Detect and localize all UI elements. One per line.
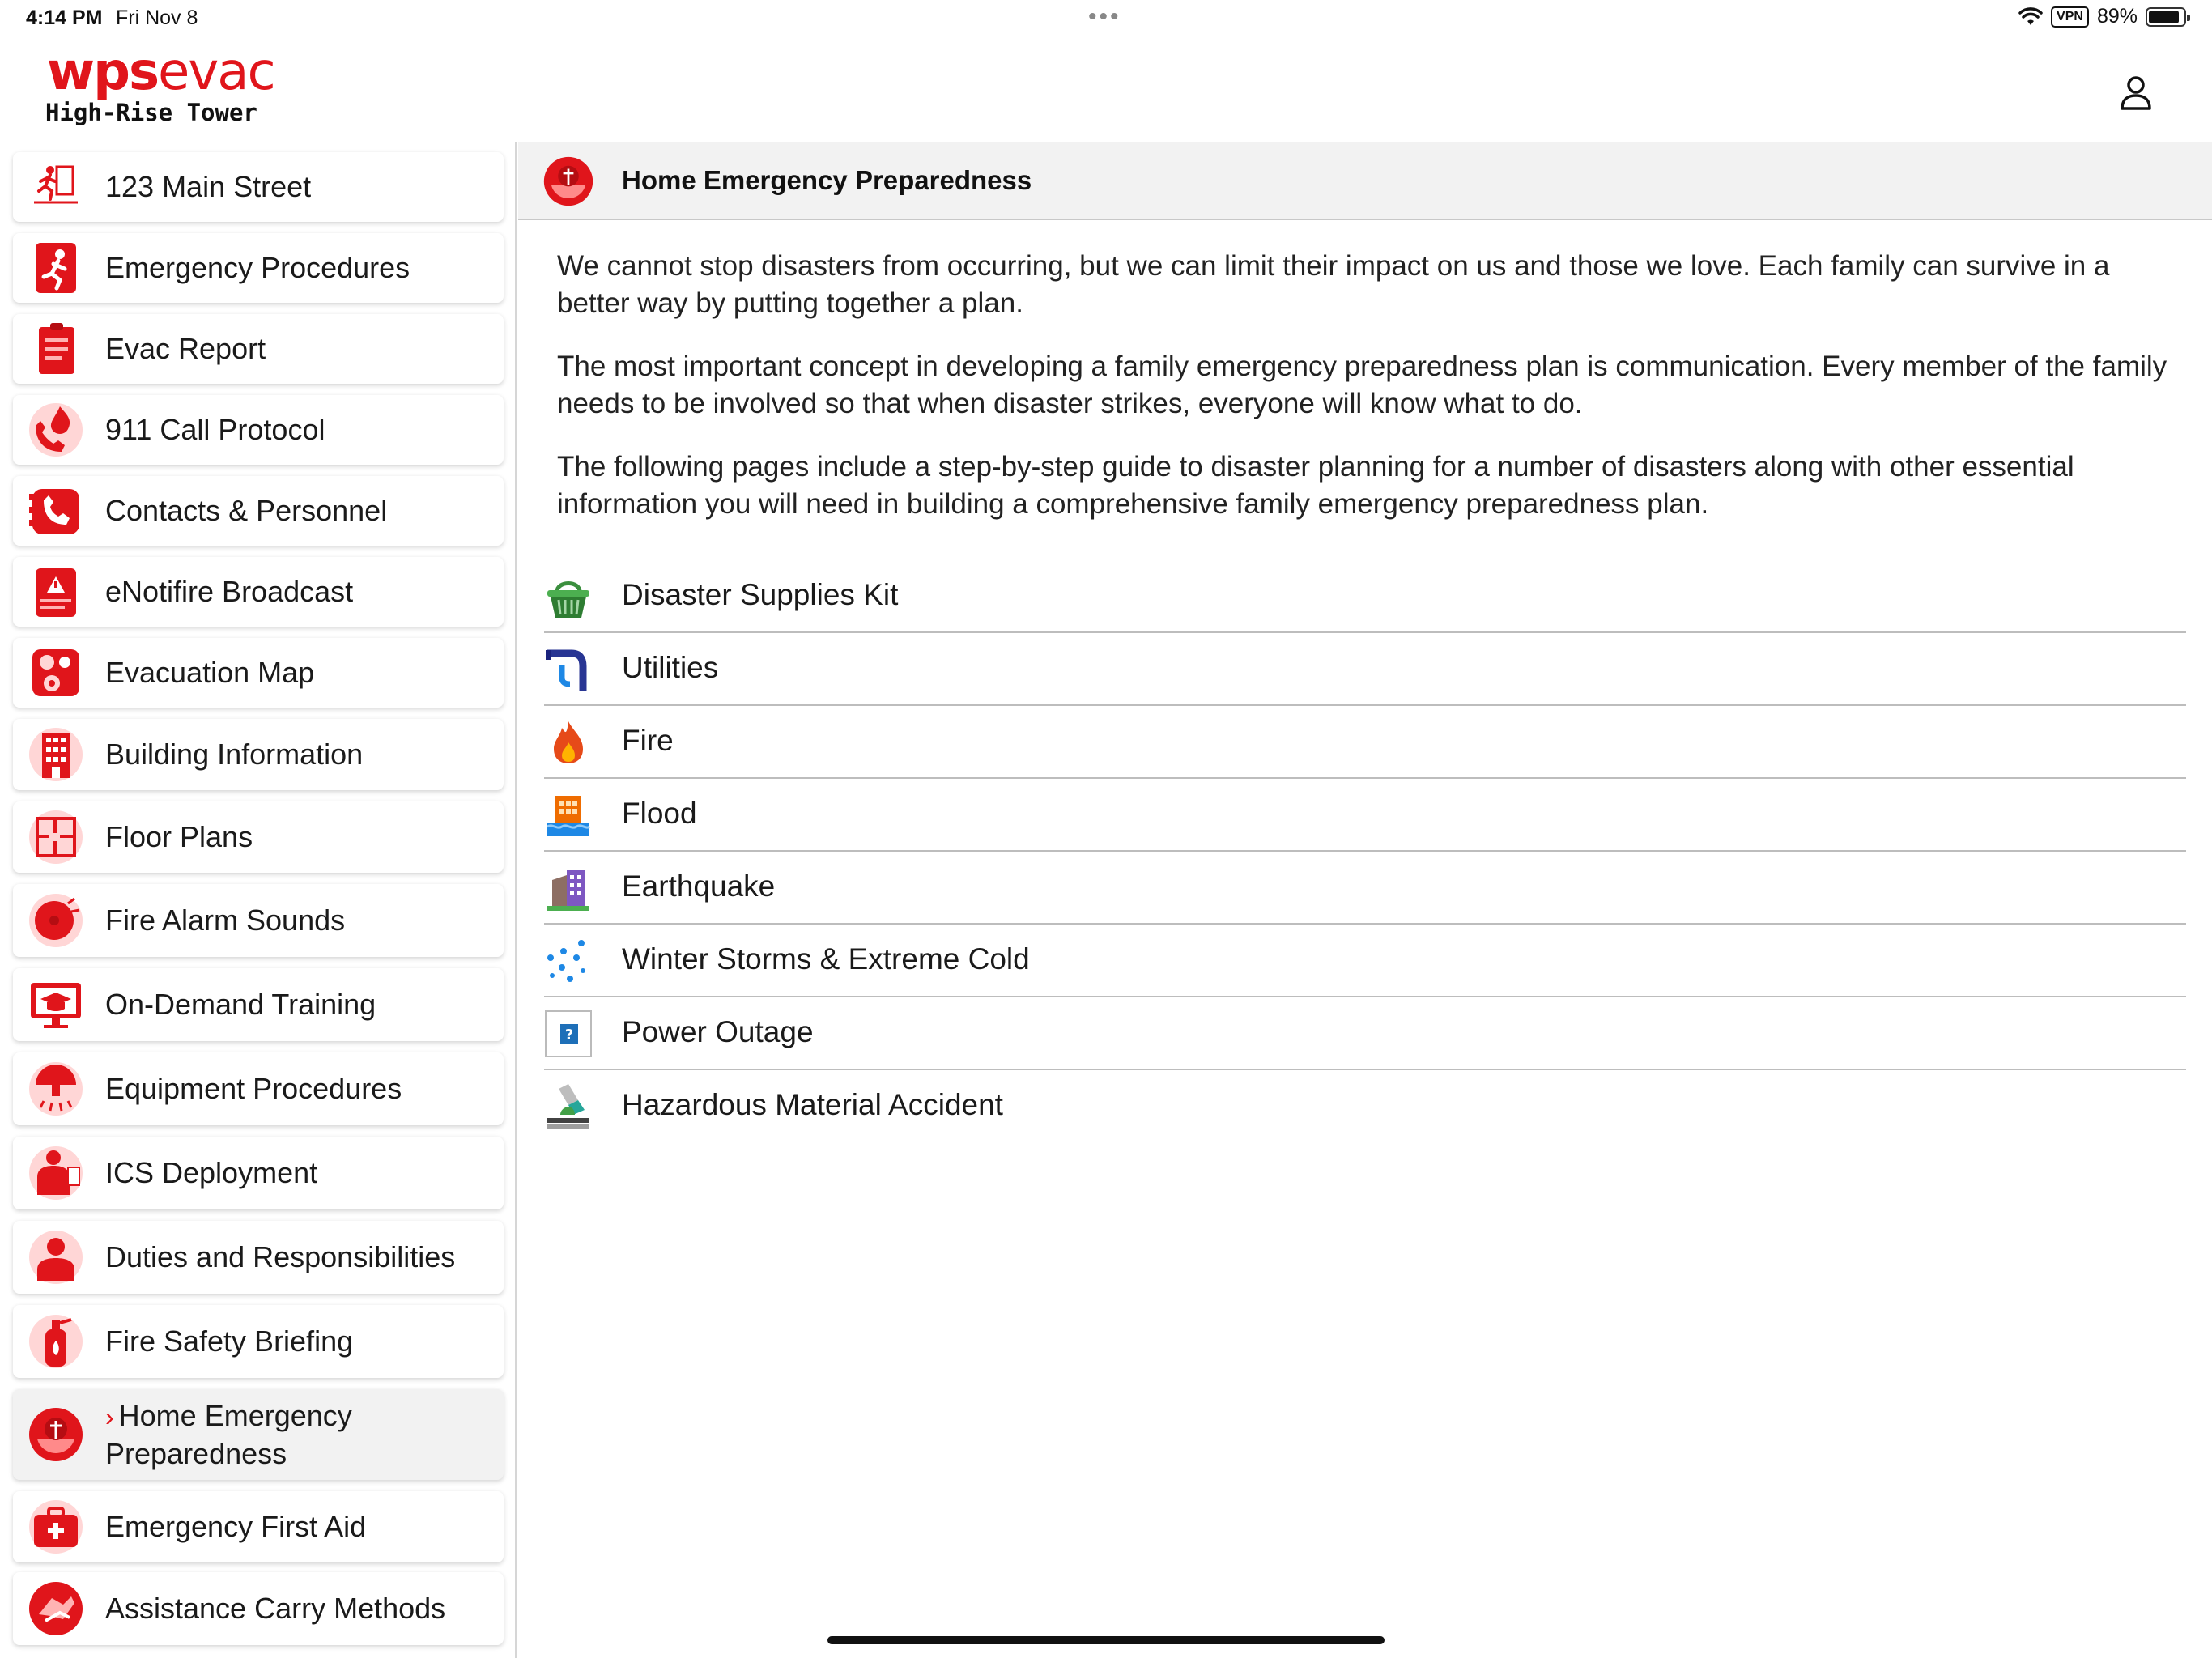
sidebar-item-fire-safety[interactable] — [13, 1305, 504, 1378]
user-profile-icon[interactable] — [2115, 71, 2157, 113]
extinguisher-icon — [28, 1313, 84, 1370]
ics-icon — [28, 1145, 84, 1201]
battery-percent: 89% — [2096, 5, 2138, 28]
flood-icon — [544, 791, 593, 840]
sidebar-item-label: Emergency First Aid — [105, 1510, 367, 1543]
topic-label: Power Outage — [622, 1015, 814, 1048]
sidebar-item-label: 123 Main Street — [105, 170, 312, 203]
sidebar-item-emergency-procedures[interactable] — [13, 233, 504, 303]
sidebar-item-911-call[interactable] — [13, 395, 504, 465]
sidebar-item-label: ICS Deployment — [105, 1156, 318, 1189]
sidebar-item-label: › Home Emergency Preparedness — [105, 1399, 352, 1470]
topic-label: Utilities — [622, 651, 719, 684]
sprinkler-icon — [28, 1061, 84, 1117]
sidebar-item-label: Building Information — [105, 738, 364, 771]
intro-paragraph-1: We cannot stop disasters from occurring, but we can limit their impact on us and those we love. Each family can survive in a better way by putting together a plan. — [557, 250, 2110, 319]
sidebar-item-label: 911 Call Protocol — [105, 413, 325, 446]
flame-icon — [544, 718, 593, 767]
topic-hazardous-material[interactable] — [544, 1070, 2186, 1143]
sidebar-item-first-aid[interactable] — [13, 1491, 504, 1562]
training-icon — [28, 976, 84, 1033]
person-icon — [28, 1229, 84, 1286]
sidebar-item-fire-alarm[interactable] — [13, 884, 504, 957]
battery-icon — [2146, 7, 2186, 27]
vpn-badge: VPN — [2051, 6, 2089, 28]
selected-chevron-icon: › — [105, 1402, 114, 1431]
topic-flood[interactable] — [544, 779, 2186, 852]
phone-fire-icon — [28, 402, 84, 458]
wpsevac-logo: wpsevac — [47, 42, 274, 102]
sidebar-item-equipment[interactable] — [13, 1052, 504, 1125]
sidebar-item-label: Evac Report — [105, 332, 266, 365]
sidebar-item-label: Fire Safety Briefing — [105, 1324, 354, 1358]
sidebar-item-label: Assistance Carry Methods — [105, 1592, 446, 1625]
topic-label: Flood — [622, 797, 697, 830]
sidebar-item-label: Contacts & Personnel — [105, 494, 388, 527]
sidebar-item-label: Evacuation Map — [105, 656, 315, 689]
sidebar-item-label: Duties and Responsibilities — [105, 1240, 456, 1273]
wifi-icon — [2018, 7, 2043, 27]
hands-icon — [28, 1580, 84, 1637]
sidebar-item-label: Floor Plans — [105, 820, 253, 853]
page-title: Home Emergency Preparedness — [622, 165, 1032, 195]
report-icon — [28, 321, 84, 377]
sidebar-item-home-preparedness[interactable] — [13, 1389, 504, 1480]
topic-disaster-supplies-kit[interactable] — [544, 560, 2186, 633]
map-icon — [28, 644, 84, 701]
sidebar-item-evacuation-map[interactable] — [13, 638, 504, 708]
sidebar-item-carry-methods[interactable] — [13, 1572, 504, 1645]
phone-icon — [28, 483, 84, 539]
hazmat-icon — [544, 1082, 593, 1131]
sidebar-item-label: Emergency Procedures — [105, 251, 410, 284]
topic-label: Winter Storms & Extreme Cold — [622, 942, 1030, 976]
sidebar-item-evac-report[interactable] — [13, 314, 504, 384]
sidebar-item-label: Equipment Procedures — [105, 1072, 402, 1105]
topic-label: Fire — [622, 724, 674, 757]
topic-fire[interactable] — [544, 706, 2186, 779]
sidebar-item-training[interactable] — [13, 968, 504, 1041]
intro-paragraph-3: The following pages include a step-by-step guide to disaster planning for a number of disasters along with other essential information you will need in building a comprehensive family emergency preparedness plan. — [557, 451, 2074, 520]
intro-paragraph-2: The most important concept in developing a family emergency preparedness plan is communication. Every member of the family needs to be involved so that when disaster strikes, everyone will know what to do. — [557, 351, 2167, 419]
svg-text:?: ? — [564, 1027, 574, 1044]
home-indicator[interactable] — [827, 1636, 1385, 1644]
topic-earthquake[interactable] — [544, 852, 2186, 925]
topic-label: Hazardous Material Accident — [622, 1088, 1003, 1121]
first-aid-icon — [28, 1499, 84, 1555]
sidebar-item-floor-plans[interactable] — [13, 801, 504, 873]
home-prep-icon — [28, 1406, 84, 1463]
topic-label: Earthquake — [622, 869, 776, 903]
basket-icon — [544, 572, 593, 621]
snowflake-icon — [544, 937, 593, 985]
multitasking-dots-icon[interactable]: ••• — [1088, 3, 1121, 30]
procedures-icon — [28, 240, 84, 296]
building-icon — [28, 726, 84, 783]
sidebar-item-enotifire[interactable] — [13, 557, 504, 627]
alarm-bell-icon — [28, 892, 84, 949]
topic-winter-storms[interactable] — [544, 925, 2186, 997]
sidebar-item-building-info[interactable] — [13, 719, 504, 790]
status-time: 4:14 PM — [26, 6, 103, 29]
exit-icon — [28, 159, 84, 215]
floor-plan-icon — [28, 809, 84, 865]
sidebar-item-label: eNotifire Broadcast — [105, 575, 354, 608]
status-bar — [0, 0, 2212, 39]
sidebar — [0, 142, 517, 1658]
sidebar-item-label: On-Demand Training — [105, 988, 376, 1021]
status-date: Fri Nov 8 — [116, 6, 198, 29]
building-subtitle: High-Rise Tower — [45, 99, 257, 126]
topic-power-outage[interactable] — [544, 997, 2186, 1070]
earthquake-icon — [544, 864, 593, 912]
topic-utilities[interactable] — [544, 633, 2186, 706]
sidebar-item-duties[interactable] — [13, 1221, 504, 1294]
status-indicators — [2018, 5, 2186, 28]
broadcast-icon — [28, 563, 84, 620]
power-outage-icon — [544, 1010, 593, 1058]
topic-label: Disaster Supplies Kit — [622, 578, 899, 611]
sidebar-item-label: Fire Alarm Sounds — [105, 903, 346, 937]
sidebar-item-contacts[interactable] — [13, 476, 504, 546]
home-prep-icon — [542, 155, 594, 207]
pipe-icon — [544, 645, 593, 694]
sidebar-item-ics[interactable] — [13, 1137, 504, 1209]
content-header — [518, 142, 2212, 220]
sidebar-item-main-street[interactable] — [13, 152, 504, 222]
